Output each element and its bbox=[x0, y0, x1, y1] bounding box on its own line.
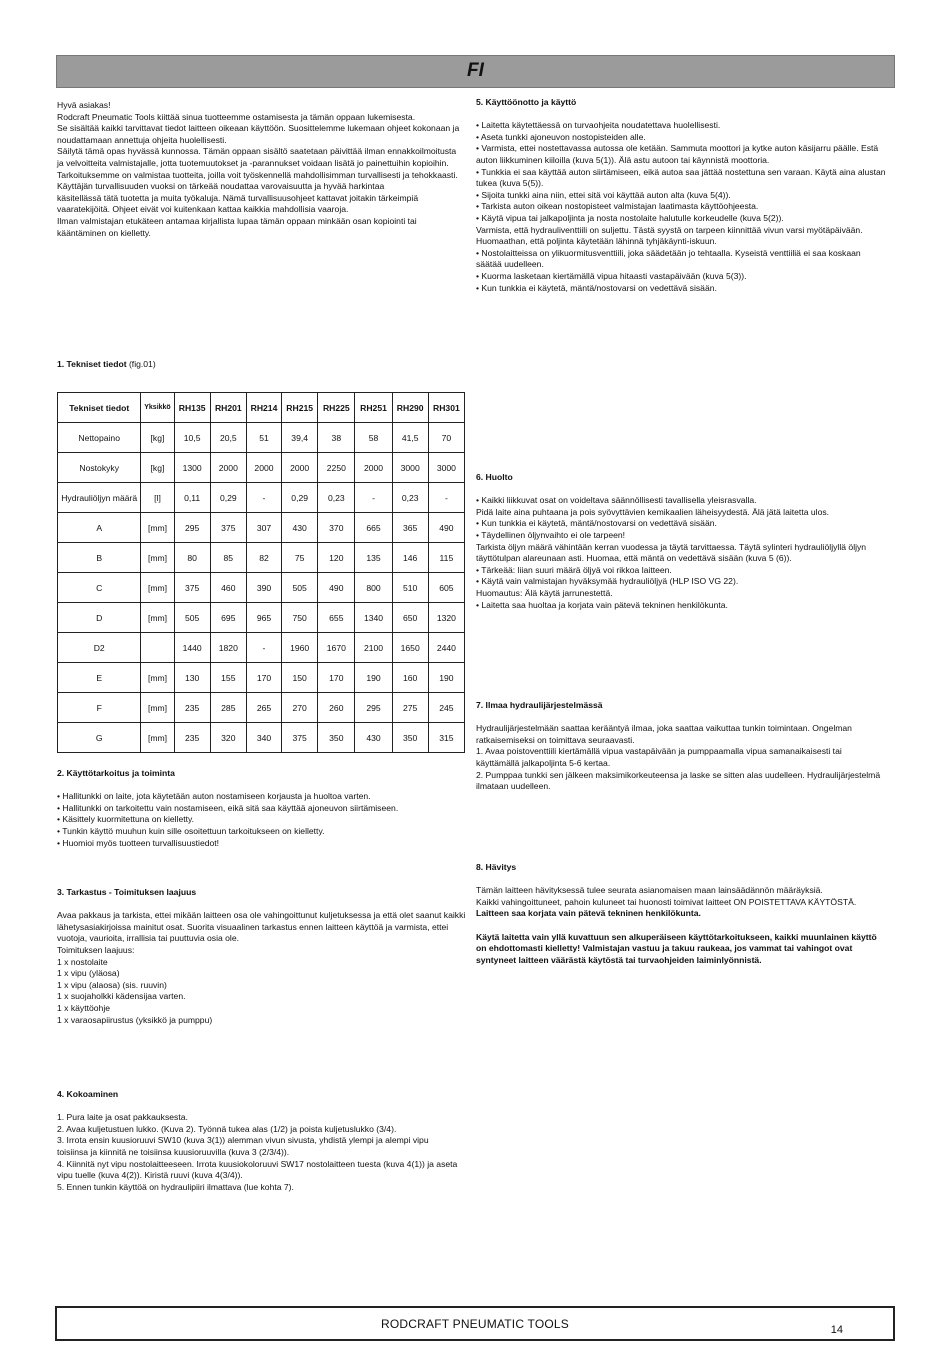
table-cell: 1820 bbox=[210, 633, 246, 663]
section-5-line: Varmista, että hydrauliventtiili on suljettu. Tästä syystä on tarpeen kiinnittää vivun varsi myötäpäivään. bbox=[476, 224, 863, 235]
table-cell: 1440 bbox=[174, 633, 210, 663]
section-6-title: 6. Huolto bbox=[476, 472, 513, 482]
table-cell: 265 bbox=[246, 693, 281, 723]
table-cell: 0,29 bbox=[210, 483, 246, 513]
table-cell: 245 bbox=[428, 693, 464, 723]
table-cell: 505 bbox=[282, 573, 318, 603]
table-cell: 190 bbox=[355, 663, 392, 693]
section-7-title: 7. Ilmaa hydraulijärjestelmässä bbox=[476, 700, 603, 710]
table-row bbox=[58, 513, 465, 543]
section-3-title: 3. Tarkastus - Toimituksen laajuus bbox=[57, 887, 197, 897]
table-cell: 375 bbox=[282, 723, 318, 753]
table-cell: [mm] bbox=[141, 543, 174, 573]
section-6-line: Pidä laite aina puhtaana ja pois syövyttävien kemikaalien läheisyydestä. Älä jätä laitetta ulos. bbox=[476, 506, 830, 517]
table-cell: B bbox=[58, 543, 141, 573]
table-cell: [mm] bbox=[141, 513, 174, 543]
section-8-line: Kaikki vahingoittuneet, pahoin kuluneet tai huonosti toimivat laitteet ON POISTETTAVA KÄYTÖSTÄ. bbox=[476, 896, 857, 907]
table-cell: 1340 bbox=[355, 603, 392, 633]
table-cell: 235 bbox=[174, 693, 210, 723]
table-row bbox=[58, 483, 465, 513]
technical-data-table bbox=[57, 392, 465, 753]
table-cell: 295 bbox=[174, 513, 210, 543]
section-5-line: • Tarkista auton oikean nostopisteet valmistajan laatimasta käyttöohjeesta. bbox=[476, 201, 759, 212]
table-cell: Nettopaino bbox=[58, 423, 141, 453]
section-3-line: Toimituksen laajuus: bbox=[57, 944, 135, 955]
section-6-line: • Käytä vain valmistajan hyväksymää hydrauliöljyä (HLP ISO VG 22). bbox=[476, 576, 739, 587]
table-cell: 85 bbox=[210, 543, 246, 573]
section-6-line: Huomautus: Älä käytä jarrunestettä. bbox=[476, 587, 613, 598]
table-cell: 750 bbox=[282, 603, 318, 633]
table-cell: 20,5 bbox=[210, 423, 246, 453]
table-cell: 490 bbox=[318, 573, 355, 603]
table-cell: 3000 bbox=[428, 453, 464, 483]
table-cell: 190 bbox=[428, 663, 464, 693]
table-cell: - bbox=[355, 483, 392, 513]
language-code: FI bbox=[467, 60, 484, 81]
intro-line: Hyvä asiakas! bbox=[57, 100, 111, 110]
table-cell: 160 bbox=[392, 663, 428, 693]
table-cell: 460 bbox=[210, 573, 246, 603]
table-cell: 2000 bbox=[246, 453, 281, 483]
section-3-line: 1 x suojaholkki kädensijaa varten. bbox=[57, 991, 186, 1002]
table-cell: 800 bbox=[355, 573, 392, 603]
table-cell: 320 bbox=[210, 723, 246, 753]
intro-line: Ilman valmistajan etukäteen antamaa kirjallista lupaa tämän oppaan minkään osan kopiointi tai kääntäminen on kielletty. bbox=[57, 215, 417, 238]
table-header-cell: Tekniset tiedot bbox=[58, 393, 141, 423]
table-cell: 650 bbox=[392, 603, 428, 633]
section-4 bbox=[57, 1089, 462, 1193]
section-6-line: • Kaikki liikkuvat osat on voideltava säännöllisesti tavallisella yleisrasvalla. bbox=[476, 495, 757, 506]
section-6-line: • Täydellinen öljynvaihto ei ole tarpeen! bbox=[476, 529, 626, 540]
table-cell: 260 bbox=[318, 693, 355, 723]
section-3-line: Avaa pakkaus ja tarkista, ettei mikään laitteen osa ole vahingoittunut kuljetuksessa ja että olet saanut kaikki lähetysasiakirjoissa mainitut osat. Suorita visuaalinen tarkastus ennen laitteen käyttöä ja varmista, ettei vuotoja, vaurioita, irrallisia tai puuttuvia osia ole. bbox=[57, 910, 466, 944]
section-8-line: Tämän laitteen hävityksessä tulee seurata asianomaisen maan lainsäädännön määräyksiä. bbox=[476, 885, 823, 896]
table-cell: 0,23 bbox=[392, 483, 428, 513]
language-header-bar bbox=[56, 55, 895, 88]
table-cell: 2000 bbox=[355, 453, 392, 483]
table-cell bbox=[141, 633, 174, 663]
intro-line: Rodcraft Pneumatic Tools kiittää sinua tuotteemme ostamisesta ja tämän oppaan lukemisesta. bbox=[57, 111, 416, 122]
table-cell: 10,5 bbox=[174, 423, 210, 453]
section-4-title: 4. Kokoaminen bbox=[57, 1089, 119, 1099]
section-5-line: • Laitetta käytettäessä on turvaohjeita noudatettava huolellisesti. bbox=[476, 120, 721, 131]
table-cell: 150 bbox=[282, 663, 318, 693]
table-cell: 270 bbox=[282, 693, 318, 723]
table-cell: - bbox=[246, 483, 281, 513]
table-cell: [mm] bbox=[141, 693, 174, 723]
table-row bbox=[58, 633, 465, 663]
section-2-line: • Hallitunkki on tarkoitettu vain nostamiseen, eikä sitä saa käyttää ajoneuvon siirtämiseen. bbox=[57, 802, 399, 813]
table-cell: 430 bbox=[355, 723, 392, 753]
section-5-line: • Kuorma lasketaan kiertämällä vipua hitaasti vastapäivään (kuva 5(3)). bbox=[476, 270, 747, 281]
table-cell: 1300 bbox=[174, 453, 210, 483]
section-3 bbox=[57, 887, 467, 1026]
section-7 bbox=[476, 700, 886, 793]
table-cell: 1960 bbox=[282, 633, 318, 663]
section-8 bbox=[476, 862, 886, 966]
section-8-title: 8. Hävitys bbox=[476, 862, 517, 872]
table-row bbox=[58, 663, 465, 693]
table-cell: 1650 bbox=[392, 633, 428, 663]
section-6-line: • Tärkeää: liian suuri määrä öljyä voi rikkoa laitteen. bbox=[476, 564, 672, 575]
section-4-line: 2. Avaa kuljetustuen lukko. (Kuva 2). Työnnä tukea alas (1/2) ja poista kuljetuslukko (3/4). bbox=[57, 1123, 397, 1134]
section-5-line: Huomaathan, että poljinta käytetään lähinnä tyhjäkäynti-iskuun. bbox=[476, 236, 717, 247]
table-cell: Nostokyky bbox=[58, 453, 141, 483]
table-cell: 41,5 bbox=[392, 423, 428, 453]
section-5-line: • Aseta tunkki ajoneuvon nostopisteiden alle. bbox=[476, 131, 646, 142]
table-cell: 2000 bbox=[282, 453, 318, 483]
table-cell: 146 bbox=[392, 543, 428, 573]
section-5-title: 5. Käyttöönotto ja käyttö bbox=[476, 97, 577, 107]
table-cell: 170 bbox=[318, 663, 355, 693]
table-cell: 665 bbox=[355, 513, 392, 543]
table-cell: 375 bbox=[174, 573, 210, 603]
intro-line: Tarkoituksemme on valmistaa tuotteita, joilla voit työskennellä mahdollisimman turvallisesti ja tehokkaasti. Käyttäjän turvallisuuden vuoksi on tärkeää noudattaa varovaisuutta ja hyvää harkintaa bbox=[57, 169, 458, 192]
table-cell: 430 bbox=[282, 513, 318, 543]
table-cell: [kg] bbox=[141, 453, 174, 483]
table-cell: 490 bbox=[428, 513, 464, 543]
table-row bbox=[58, 603, 465, 633]
table-cell: 0,11 bbox=[174, 483, 210, 513]
section-6-line: Tarkista öljyn määrä vähintään kerran vuodessa ja täytä tarvittaessa. Täytä sylinteri hydrauliöljyllä öljyn täyttötulpan alareunaan asti. Huomaa, että mäntä on vedettävä sisään (kuva 5 (6)). bbox=[476, 541, 867, 564]
table-header-cell: RH214 bbox=[246, 393, 281, 423]
table-cell: 307 bbox=[246, 513, 281, 543]
table-cell: 655 bbox=[318, 603, 355, 633]
footer-brand: RODCRAFT PNEUMATIC TOOLS bbox=[381, 1317, 569, 1331]
table-cell: 2440 bbox=[428, 633, 464, 663]
section-2-line: • Hallitunkki on laite, jota käytetään auton nostamiseen korjausta ja huoltoa varten. bbox=[57, 791, 371, 802]
table-cell: G bbox=[58, 723, 141, 753]
section-2-line: • Huomioi myös tuotteen turvallisuustiedot! bbox=[57, 837, 220, 848]
table-cell: 75 bbox=[282, 543, 318, 573]
section-4-line: 3. Irrota ensin kuusioruuvi SW10 (kuva 3(1)) alemman vivun sivusta, yhdistä ylempi ja alempi vipu toisiinsa ja kiinnitä ne toisiinsa kuusioruuvilla (kuva 3 (2/3/4)). bbox=[57, 1135, 429, 1157]
table-header-cell: RH290 bbox=[392, 393, 428, 423]
intro-line: käsitellässä tätä tuotetta ja muita työkaluja. Nämä turvallisuusohjeet kattavat joitakin tärkeimpiä vaaratekijöitä. Ohjeet eivät voi kuitenkaan kattaa kaikkia mahdollisia vaaroja. bbox=[57, 192, 419, 215]
section-5-line: • Kun tunkkia ei käytetä, mäntä/nostovarsi on vedettävä sisään. bbox=[476, 282, 717, 293]
table-cell: [kg] bbox=[141, 423, 174, 453]
table-cell: 965 bbox=[246, 603, 281, 633]
table-cell: [l] bbox=[141, 483, 174, 513]
table-cell: C bbox=[58, 573, 141, 603]
table-header-row bbox=[58, 393, 465, 423]
table-header-cell: Yksikkö bbox=[141, 393, 174, 423]
table-header-cell: RH225 bbox=[318, 393, 355, 423]
table-cell: 695 bbox=[210, 603, 246, 633]
table-cell: 155 bbox=[210, 663, 246, 693]
table-cell: 375 bbox=[210, 513, 246, 543]
table-cell: 235 bbox=[174, 723, 210, 753]
table-cell: 2100 bbox=[355, 633, 392, 663]
section-3-line: 1 x nostolaite bbox=[57, 956, 108, 967]
table-row bbox=[58, 453, 465, 483]
table-cell: - bbox=[246, 633, 281, 663]
table-cell: 605 bbox=[428, 573, 464, 603]
table-cell: 275 bbox=[392, 693, 428, 723]
section-1-fig-ref: (fig.01) bbox=[126, 359, 156, 369]
section-8-warning: Laitteen saa korjata vain pätevä tekninen henkilökunta. bbox=[476, 908, 701, 919]
section-2 bbox=[57, 768, 467, 849]
section-4-line: 5. Ennen tunkin käyttöä on hydraulipiiri ilmattava (lue kohta 7). bbox=[57, 1181, 294, 1192]
section-3-line: 1 x vipu (alaosa) (sis. ruuvin) bbox=[57, 979, 167, 990]
section-6-line: • Kun tunkkia ei käytetä, mäntä/nostovarsi on vedettävä sisään. bbox=[476, 518, 717, 529]
table-cell: 130 bbox=[174, 663, 210, 693]
table-cell: 58 bbox=[355, 423, 392, 453]
table-cell: 2000 bbox=[210, 453, 246, 483]
table-cell: 51 bbox=[246, 423, 281, 453]
section-5-line: • Varmista, ettei nostettavassa autossa ole ketään. Sammuta moottori ja kytke auton käsijarru päälle. Estä auton liikkuminen kiiloilla (kuva 5(1)). Älä astu autoon tai käynnistä moottoria. bbox=[476, 143, 879, 165]
table-row bbox=[58, 573, 465, 603]
table-cell: [mm] bbox=[141, 573, 174, 603]
section-3-line: 1 x varaosapiirustus (yksikkö ja pumppu) bbox=[57, 1014, 213, 1025]
table-cell: 350 bbox=[392, 723, 428, 753]
table-header-cell: RH135 bbox=[174, 393, 210, 423]
section-5-line: • Tunkkia ei saa käyttää auton siirtämiseen, eikä autoa saa jättää nostettuna sen varaan. Käytä aina alustan tukea (kuva 5(5)). bbox=[476, 166, 886, 189]
table-cell: 0,29 bbox=[282, 483, 318, 513]
table-cell: F bbox=[58, 693, 141, 723]
table-cell: D bbox=[58, 603, 141, 633]
section-6 bbox=[476, 472, 886, 611]
table-row bbox=[58, 693, 465, 723]
section-6-line: • Laitetta saa huoltaa ja korjata vain pätevä tekninen henkilökunta. bbox=[476, 599, 728, 610]
table-cell: E bbox=[58, 663, 141, 693]
table-cell: 350 bbox=[318, 723, 355, 753]
section-7-line: 2. Pumppaa tunkki sen jälkeen maksimikorkeuteensa ja laske se sitten alas uudelleen. Hydraulijärjestelmä ilmataan uudelleen. bbox=[476, 769, 881, 792]
table-cell: 315 bbox=[428, 723, 464, 753]
table-cell: 365 bbox=[392, 513, 428, 543]
section-2-line: • Käsittely kuormitettuna on kielletty. bbox=[57, 814, 195, 825]
table-cell: 505 bbox=[174, 603, 210, 633]
table-row bbox=[58, 543, 465, 573]
table-header-cell: RH301 bbox=[428, 393, 464, 423]
section-1-heading bbox=[57, 359, 462, 371]
table-cell: 3000 bbox=[392, 453, 428, 483]
section-1-title: 1. Tekniset tiedot bbox=[57, 359, 127, 369]
table-cell: [mm] bbox=[141, 723, 174, 753]
intro-line: Säilytä tämä opas hyvässä kunnossa. Tämän oppaan sisältö saatetaan päivittää ilman ennakkoilmoitusta ja velvoitteita valmistajalle, jotta tuotemuutokset ja -parannukset voidaan lisätä jo painettuihin kopioihin. bbox=[57, 146, 457, 168]
table-cell: 0,23 bbox=[318, 483, 355, 513]
table-row bbox=[58, 723, 465, 753]
table-cell: 80 bbox=[174, 543, 210, 573]
table-cell: 285 bbox=[210, 693, 246, 723]
intro-line: Se sisältää kaikki tarvittavat tiedot laitteen oikeaan käyttöön. Suosittelemme lukemaan ohjeet kokonaan ja noudattamaan annettuja ohjeita huolellisesti. bbox=[57, 123, 460, 145]
section-8-warning: Käytä laitetta vain yllä kuvattuun sen alkuperäiseen käyttötarkoitukseen, kaikki muunlainen käyttö on ehdottomasti kielletty! Valmistajan vastuu ja takuu raukeaa, jos vammat tai vahingot ovat syntyneet laitteen väärästä käytöstä tai turvaohjeiden laiminlyönnistä. bbox=[476, 931, 877, 965]
section-2-line: • Tunkin käyttö muuhun kuin sille osoitettuun tarkoitukseen on kielletty. bbox=[57, 825, 325, 836]
section-3-line: 1 x vipu (yläosa) bbox=[57, 968, 120, 979]
table-header-cell: RH215 bbox=[282, 393, 318, 423]
section-5-line: • Käytä vipua tai jalkapoljinta ja nosta nostolaite halutulle korkeudelle (kuva 5(2)). bbox=[476, 212, 784, 223]
table-cell: 295 bbox=[355, 693, 392, 723]
table-cell: 1670 bbox=[318, 633, 355, 663]
section-5-line: • Sijoita tunkki aina niin, ettei sitä voi käyttää auton alta (kuva 5(4)). bbox=[476, 189, 731, 200]
page-footer bbox=[55, 1306, 895, 1341]
table-cell: D2 bbox=[58, 633, 141, 663]
table-cell: [mm] bbox=[141, 663, 174, 693]
table-cell: Hydrauliöljyn määrä bbox=[58, 483, 141, 513]
table-cell: 82 bbox=[246, 543, 281, 573]
table-cell: 170 bbox=[246, 663, 281, 693]
section-7-line: 1. Avaa poistoventtiili kiertämällä vipua vastapäivään ja pumppaamalla vipua samanaikaisesti tai käyttämällä jalkapoljinta 5-6 kertaa. bbox=[476, 746, 842, 768]
section-3-line: 1 x käyttöohje bbox=[57, 1002, 111, 1013]
intro-section bbox=[57, 100, 462, 239]
section-4-line: 4. Kiinnitä nyt vipu nostolaitteeseen. Irrota kuusiokoloruuvi SW17 nostolaitteen tuesta (kuva 4(1)) ja aseta vipu tuelle (kuva 4(2)). Kiristä ruuvi (kuva 4(3/4)). bbox=[57, 1158, 458, 1181]
table-cell: 340 bbox=[246, 723, 281, 753]
table-cell: 135 bbox=[355, 543, 392, 573]
table-cell: A bbox=[58, 513, 141, 543]
section-4-line: 1. Pura laite ja osat pakkauksesta. bbox=[57, 1112, 188, 1123]
table-cell: 2250 bbox=[318, 453, 355, 483]
table-cell: 38 bbox=[318, 423, 355, 453]
section-7-line: Hydraulijärjestelmään saattaa kerääntyä ilmaa, joka saattaa vaikuttaa tunkin toimintaan. Ongelman ratkaisemiseksi on toimittava seuraavasti. bbox=[476, 723, 852, 745]
table-cell: 510 bbox=[392, 573, 428, 603]
table-cell: 115 bbox=[428, 543, 464, 573]
table-header-cell: RH251 bbox=[355, 393, 392, 423]
section-5-line: • Nostolaitteissa on ylikuormitusventtiili, joka säädetään jo tehtaalla. Kyseistä venttiiliä ei saa koskaan säätää uudelleen. bbox=[476, 247, 861, 270]
table-cell: 39,4 bbox=[282, 423, 318, 453]
section-5 bbox=[476, 97, 886, 294]
table-cell: 370 bbox=[318, 513, 355, 543]
table-cell: - bbox=[428, 483, 464, 513]
table-cell: 70 bbox=[428, 423, 464, 453]
table-header-cell: RH201 bbox=[210, 393, 246, 423]
table-cell: [mm] bbox=[141, 603, 174, 633]
table-cell: 1320 bbox=[428, 603, 464, 633]
table-cell: 120 bbox=[318, 543, 355, 573]
table-cell: 390 bbox=[246, 573, 281, 603]
table-row bbox=[58, 423, 465, 453]
page-number: 14 bbox=[830, 1324, 843, 1336]
section-2-title: 2. Käyttötarkoitus ja toiminta bbox=[57, 768, 175, 778]
